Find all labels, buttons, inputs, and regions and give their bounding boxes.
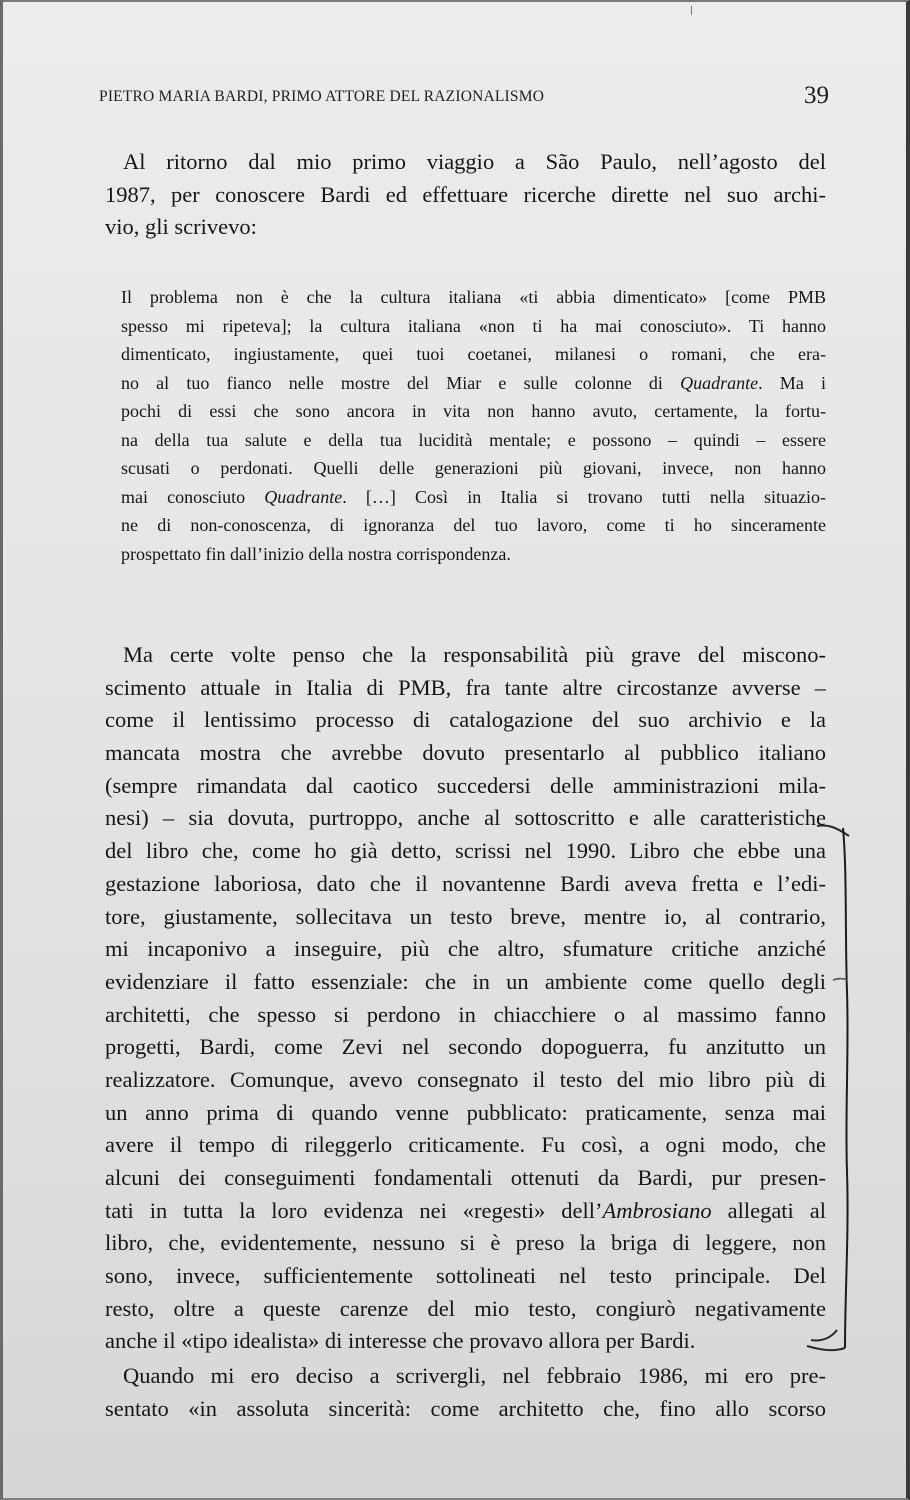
text-line <box>105 1064 826 1097</box>
text-line <box>105 933 826 966</box>
text-segment: un anno prima di quando venne pubblicato: praticamente, senza mai <box>105 1099 826 1125</box>
text-line: Al ritorno dal mio primo viaggio a São Paulo, nell’agosto del <box>123 149 826 174</box>
text-line <box>105 999 826 1032</box>
text-segment: pochi di essi che sono ancora in vita non hanno avuto, certamente, la fortu- <box>121 401 826 421</box>
text-line <box>105 1195 826 1228</box>
text-segment: Ma certe volte penso che la responsabilità più grave del miscono- <box>123 642 826 667</box>
text-line <box>105 868 826 901</box>
text-segment: gestazione laboriosa, dato che il novantenne Bardi aveva fretta e l’edi- <box>105 870 826 896</box>
text-line <box>105 737 826 770</box>
text-segment: . […] Così in Italia si trovano tutti nella situazio- <box>342 486 826 507</box>
text-segment: scimento attuale in Italia di PMB, fra tante altre circostanze avverse – <box>105 674 826 700</box>
text-segment: libro, che, evidentemente, nessuno si è preso la briga di leggere, non <box>105 1230 826 1256</box>
text-segment: tore, giustamente, sollecitava un testo breve, mentre io, al contrario, <box>105 903 826 929</box>
text-line: sentato «in assoluta sincerità: come architetto che, fino allo scorso <box>105 1395 826 1421</box>
text-segment: (sempre rimandata dal caotico succedersi delle amministrazioni mila- <box>105 772 826 798</box>
text-segment: avere il tempo di rileggerlo criticamente. Fu così, a ogni modo, che <box>105 1132 826 1158</box>
text-line <box>105 1031 826 1064</box>
text-segment: na della tua salute e della tua lucidità mentale; e possono – quindi – essere <box>121 429 826 450</box>
text-segment: dimenticato, ingiustamente, quei tuoi coetanei, milanesi o romani, che era- <box>121 344 826 364</box>
text-line <box>105 1129 826 1162</box>
text-line <box>105 1325 826 1358</box>
text-line <box>121 283 826 312</box>
italic-title: Ambrosiano <box>602 1197 712 1223</box>
text-segment: tati in tutta la loro evidenza nei «regesti» dell’ <box>105 1197 603 1223</box>
text-line <box>105 672 826 705</box>
text-line <box>105 639 826 672</box>
running-title: PIETRO MARIA BARDI, PRIMO ATTORE DEL RAZIONALISMO <box>99 88 545 105</box>
paper-speck <box>691 6 692 15</box>
text-line <box>105 770 826 803</box>
text-line: 1987, per conoscere Bardi ed effettuare ricerche dirette nel suo archi- <box>105 181 826 207</box>
text-line <box>105 835 826 868</box>
text-line <box>121 511 826 540</box>
running-head <box>99 82 829 112</box>
text-line <box>105 966 826 999</box>
text-line <box>105 1293 826 1326</box>
text-segment: evidenziare il fatto essenziale: che in un ambiente come quello degli <box>105 968 826 994</box>
italic-title: Quadrante <box>264 486 343 507</box>
text-segment: progetti, Bardi, come Zevi nel secondo dopoguerra, fu anzitutto un <box>105 1034 826 1060</box>
text-segment: nesi) – sia dovuta, purtroppo, anche al sottoscritto e alle caratteristiche <box>105 805 826 831</box>
text-segment: spesso mi ripeteva]; la cultura italiana «non ti ha mai conosciuto». Ti hanno <box>121 315 826 336</box>
text-segment: architetti, che spesso si perdono in chiacchiere o al massimo fanno <box>105 1001 826 1027</box>
italic-title: Quadrante <box>680 372 759 393</box>
text-segment: mi incaponivo a inseguire, più che altro, sfumature critiche anziché <box>105 936 826 962</box>
text-line <box>121 426 826 455</box>
text-segment: mancata mostra che avrebbe dovuto presentarlo al pubblico italiano <box>105 740 826 766</box>
text-line <box>121 340 826 369</box>
text-line <box>105 1097 826 1130</box>
text-line <box>121 312 826 341</box>
text-line <box>121 483 826 512</box>
text-line <box>121 454 826 483</box>
text-segment: resto, oltre a queste carenze del mio testo, congiurò negativamente <box>105 1295 826 1321</box>
bracket-mid-tick <box>833 979 847 981</box>
text-segment: allegati al <box>711 1197 826 1223</box>
text-segment: sono, invece, sufficientemente sottolineati nel testo principale. Del <box>105 1263 826 1289</box>
text-segment: mai conosciuto <box>121 486 265 507</box>
text-line <box>105 1162 826 1195</box>
paragraph-intro <box>105 146 826 244</box>
text-segment: realizzatore. Comunque, avevo consegnato il testo del mio libro più di <box>105 1066 826 1092</box>
bracket-line <box>843 828 848 1348</box>
text-segment: no al tuo fianco nelle mostre del Miar e sulle colonne di <box>121 372 681 393</box>
paragraph-main <box>105 639 826 1358</box>
text-line <box>105 1227 826 1260</box>
text-segment: Il problema non è che la cultura italiana «ti abbia dimenticato» [come PMB <box>121 287 826 307</box>
text-line <box>121 369 826 398</box>
text-line: vio, gli scrivevo: <box>105 214 257 240</box>
text-segment: ne di non-conoscenza, di ignoranza del tuo lavoro, come ti ho sinceramente <box>121 515 826 535</box>
text-line <box>105 901 826 934</box>
text-segment: come il lentissimo processo di catalogazione del suo archivio e la <box>105 707 826 733</box>
text-line <box>121 540 826 569</box>
page-number: 39 <box>804 82 829 109</box>
text-line <box>121 397 826 426</box>
text-line <box>105 802 826 835</box>
text-line <box>105 1260 826 1293</box>
text-segment: del libro che, come ho già detto, scrissi nel 1990. Libro che ebbe una <box>105 838 826 864</box>
text-segment: scusati o perdonati. Quelli delle generazioni più giovani, invece, non hanno <box>121 458 826 478</box>
text-segment: . Ma i <box>758 372 826 393</box>
block-quote <box>121 283 826 568</box>
text-segment: prospettato fin dall’inizio della nostra corrispondenza. <box>121 543 511 564</box>
text-line: Quando mi ero deciso a scrivergli, nel febbraio 1986, mi ero pre- <box>123 1363 826 1388</box>
text-segment: alcuni dei conseguimenti fondamentali ottenuti da Bardi, pur presen- <box>105 1165 826 1190</box>
text-line <box>105 704 826 737</box>
paragraph-continuation <box>105 1360 826 1425</box>
text-segment: anche il «tipo idealista» di interesse che provavo allora per Bardi. <box>105 1328 696 1354</box>
